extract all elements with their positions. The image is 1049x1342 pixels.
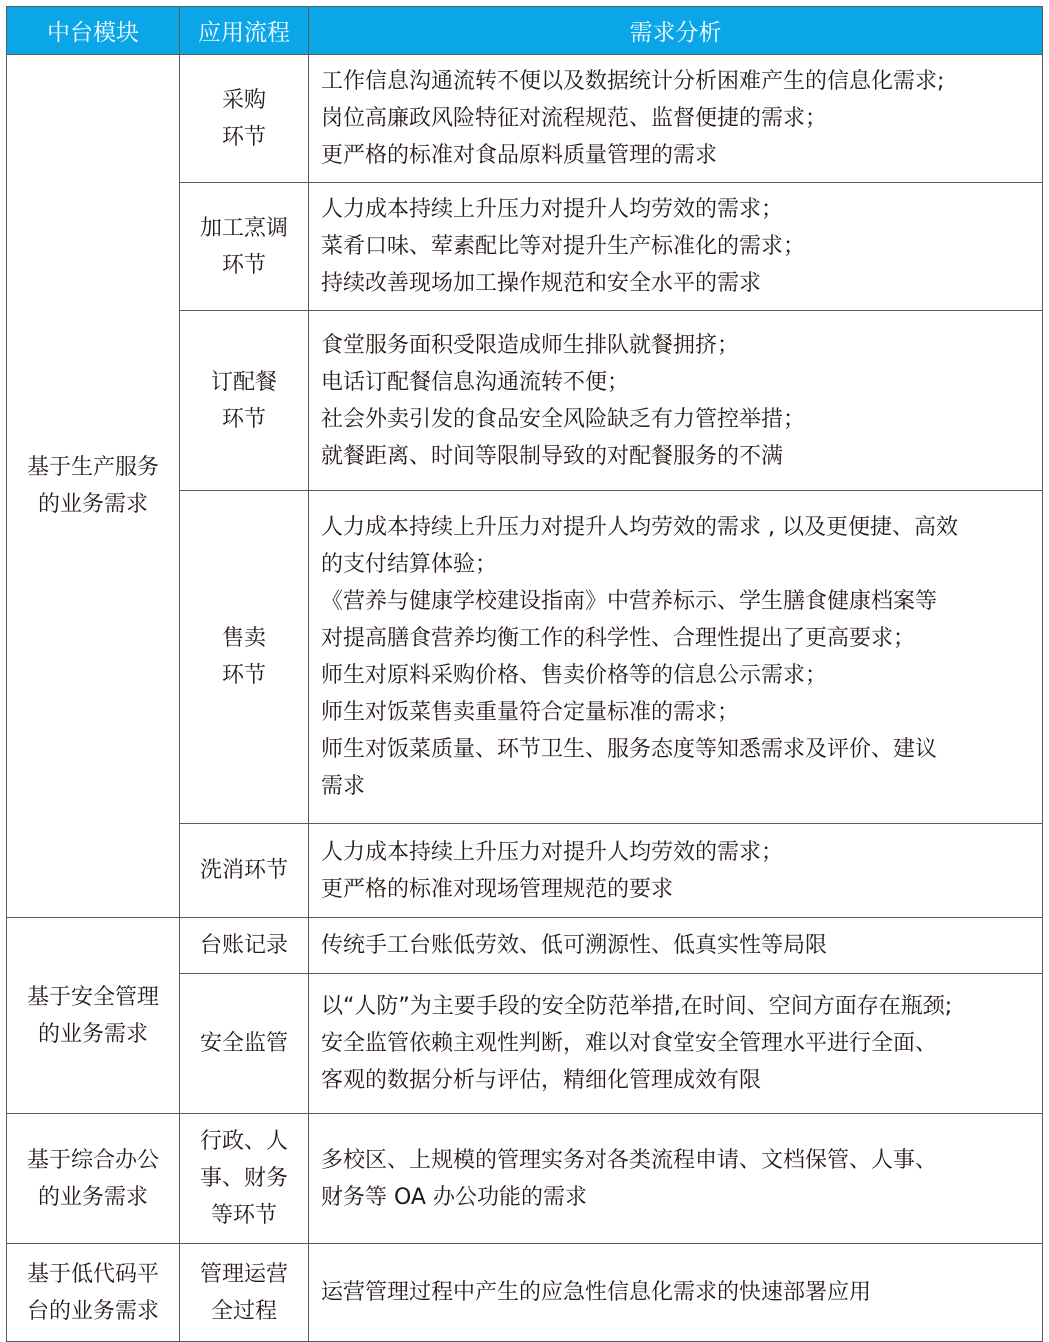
analysis-line: 工作信息沟通流转不便以及数据统计分析困难产生的信息化需求;	[321, 69, 945, 94]
process-label: 环节	[221, 663, 266, 688]
module-cell	[7, 1244, 180, 1342]
table-row	[7, 1114, 1043, 1244]
analysis-line: 的支付结算体验；	[321, 552, 498, 577]
process-label: 订配餐	[210, 369, 277, 395]
analysis-line: 持续改善现场加工操作规范和安全水平的需求	[321, 271, 762, 296]
header-analysis: 需求分析	[309, 7, 1043, 55]
module-label: 基于低代码平	[26, 1261, 159, 1287]
header-module: 中台模块	[7, 7, 180, 55]
module-label: 基于生产服务	[26, 455, 159, 480]
process-label: 环节	[221, 124, 266, 150]
process-label: 等环节	[210, 1203, 277, 1228]
analysis-cell	[309, 824, 1043, 918]
table-body	[7, 55, 1043, 1342]
process-cell	[180, 974, 309, 1114]
analysis-line: 多校区、上规模的管理实务对各类流程申请、文档保管、人事、	[321, 1147, 938, 1173]
process-label: 管理运营	[199, 1261, 288, 1287]
process-cell	[180, 311, 309, 491]
module-label: 的业务需求	[37, 1021, 148, 1047]
analysis-line: 社会外卖引发的食品安全风险缺乏有力管控举措；	[321, 406, 806, 432]
process-label: 环节	[221, 406, 266, 432]
process-cell	[180, 1114, 309, 1244]
module-cell	[7, 1114, 180, 1244]
process-cell	[180, 824, 309, 918]
module-cell	[7, 55, 180, 918]
analysis-cell	[309, 918, 1043, 974]
analysis-cell	[309, 1114, 1043, 1244]
process-label: 事、财务	[199, 1166, 288, 1191]
analysis-line: 传统手工台账低劳效、低可溯源性、低真实性等局限	[321, 933, 828, 958]
analysis-line: 师生对原料采购价格、售卖价格等的信息公示需求；	[321, 663, 828, 688]
analysis-line: 客观的数据分析与评估，精细化管理成效有限	[321, 1068, 762, 1093]
analysis-cell	[309, 55, 1043, 183]
table-row	[7, 55, 1043, 183]
process-label: 行政、人	[199, 1129, 288, 1154]
process-label: 台账记录	[199, 933, 288, 958]
analysis-cell	[309, 1244, 1043, 1342]
analysis-line: 《营养与健康学校建设指南》中营养标示、学生膳食健康档案等	[321, 589, 938, 614]
module-cell	[7, 918, 180, 1114]
header-row	[7, 7, 1043, 55]
module-label: 台的业务需求	[26, 1298, 159, 1324]
header-process: 应用流程	[180, 7, 309, 55]
requirements-table	[6, 6, 1043, 1342]
table-row	[7, 1244, 1043, 1342]
analysis-line: 需求	[321, 774, 366, 799]
analysis-line: 食堂服务面积受限造成师生排队就餐拥挤；	[321, 332, 740, 358]
analysis-line: 安全监管依赖主观性判断，难以对食堂安全管理水平进行全面、	[321, 1031, 938, 1056]
process-label: 全过程	[210, 1298, 277, 1324]
analysis-line: 菜肴口味、荤素配比等对提升生产标准化的需求；	[321, 234, 806, 259]
process-cell	[180, 55, 309, 183]
analysis-cell	[309, 311, 1043, 491]
analysis-line: 更严格的标准对食品原料质量管理的需求	[321, 143, 718, 168]
analysis-cell	[309, 183, 1043, 311]
analysis-cell	[309, 491, 1043, 824]
analysis-line: 师生对饭菜售卖重量符合定量标准的需求；	[321, 700, 740, 725]
analysis-line: 人力成本持续上升压力对提升人均劳效的需求 , 以及更便捷、高效	[321, 515, 958, 540]
process-label: 安全监管	[199, 1031, 288, 1056]
analysis-line: 人力成本持续上升压力对提升人均劳效的需求；	[321, 197, 784, 222]
process-label: 采购	[221, 87, 266, 113]
analysis-line: 师生对饭菜质量、环节卫生、服务态度等知悉需求及评价、建议	[321, 737, 938, 762]
process-label: 洗消环节	[199, 858, 288, 883]
analysis-cell	[309, 974, 1043, 1114]
analysis-line: 岗位高廉政风险特征对流程规范、监督便捷的需求；	[321, 106, 828, 131]
process-label: 售卖	[221, 626, 266, 651]
analysis-line: 对提高膳食营养均衡工作的科学性、合理性提出了更高要求；	[321, 626, 916, 651]
module-label: 的业务需求	[37, 492, 148, 517]
process-cell	[180, 918, 309, 974]
analysis-line: 人力成本持续上升压力对提升人均劳效的需求；	[321, 839, 784, 865]
process-cell	[180, 491, 309, 824]
analysis-line: 电话订配餐信息沟通流转不便；	[321, 369, 630, 395]
process-cell	[180, 1244, 309, 1342]
table-row	[7, 918, 1043, 974]
module-label: 基于安全管理	[26, 984, 159, 1010]
analysis-line: 运营管理过程中产生的应急性信息化需求的快速部署应用	[321, 1280, 872, 1305]
process-label: 环节	[221, 252, 266, 278]
analysis-line: 以“人防”为主要手段的安全防范举措,在时间、空间方面存在瓶颈;	[321, 994, 953, 1019]
process-label: 加工烹调	[199, 215, 288, 241]
module-label: 的业务需求	[37, 1184, 148, 1210]
analysis-line: 更严格的标准对现场管理规范的要求	[321, 876, 674, 902]
analysis-line: 财务等 OA 办公功能的需求	[321, 1184, 587, 1210]
analysis-line: 就餐距离、时间等限制导致的对配餐服务的不满	[321, 443, 784, 469]
module-label: 基于综合办公	[26, 1147, 159, 1173]
process-cell	[180, 183, 309, 311]
